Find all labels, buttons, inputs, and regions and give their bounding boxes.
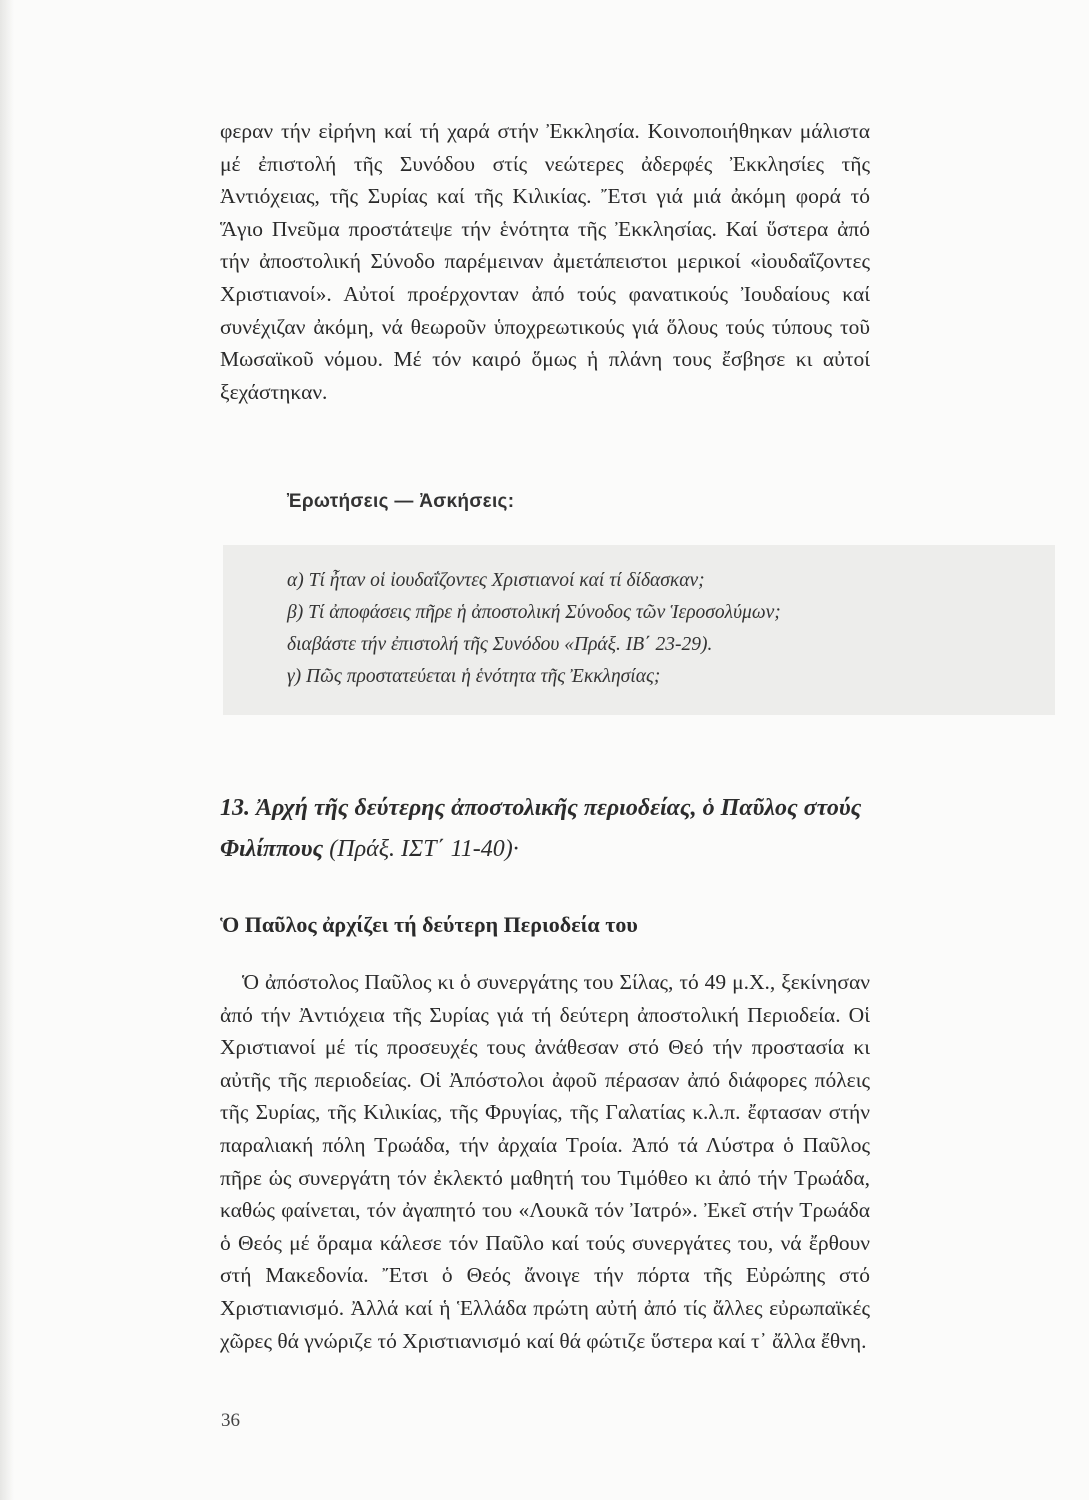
- lesson-reference: (Πράξ. ΙΣΤ΄ 11-40)·: [329, 836, 519, 862]
- question-item-b-continuation: διαβάστε τήν ἐπιστολή τῆς Συνόδου «Πράξ. ΙΒ΄ 23-29).: [287, 634, 713, 655]
- questions-list: [287, 565, 1027, 693]
- question-item-a: α) Τί ἦταν οἱ ἰουδαΐζοντες Χριστιανοί καί τί δίδασκαν;: [287, 570, 705, 591]
- page-edge-shadow: [0, 0, 14, 1500]
- page-number: 36: [221, 1410, 240, 1431]
- lesson-number: 13.: [220, 795, 250, 821]
- question-item-c: γ) Πῶς προστατεύεται ἡ ἑνότητα τῆς Ἐκκλησίας;: [287, 666, 661, 687]
- lesson-title: [220, 788, 880, 870]
- questions-heading: Ἐρωτήσεις — Ἀσκήσεις:: [287, 491, 515, 512]
- intro-paragraph: φεραν τήν εἰρήνη καί τή χαρά στήν Ἐκκλησία. Κοινοποιήθηκαν μάλιστα μέ ἐπιστολή τῆς Συνόδου στίς νεώτερες ἀδερφές Ἐκκλησίες τῆς Ἀντιόχειας, τῆς Συρίας καί τῆς Κιλικίας. Ἔτσι γιά μιά ἀκόμη φορά τό Ἅγιο Πνεῦμα προστάτεψε τήν ἑνότητα τῆς Ἐκκλησίας. Καί ὕστερα ἀπό τήν ἀποστολική Σύνοδο παρέμειναν ἀμετάπειστοι μερικοί «ἰουδαΐζοντες Χριστιανοί». Αὐτοί προέρχονταν ἀπό τούς φανατικούς Ἰουδαίους καί συνέχιζαν ἀκόμη, νά θεωροῦν ὑποχρεωτικούς γιά ὅλους τούς τύπους τοῦ Μωσαϊκοῦ νόμου. Μέ τόν καιρό ὅμως ἡ πλάνη τους ἔσβησε κι αὐτοί ξεχάστηκαν.: [220, 119, 870, 404]
- section-heading: Ὁ Παῦλος ἀρχίζει τή δεύτερη Περιοδεία του: [220, 912, 638, 937]
- main-paragraph: Ὁ ἀπόστολος Παῦλος κι ὁ συνεργάτης του Σίλας, τό 49 μ.Χ., ξεκίνησαν ἀπό τήν Ἀντιόχεια τῆς Συρίας γιά τή δεύτερη ἀποστολική Περιοδεία. Οἱ Χριστιανοί μέ τίς προσευχές τους ἀνάθεσαν στό Θεό τήν προστασία κι αὐτῆς τῆς περιοδείας. Οἱ Ἀπόστολοι ἀφοῦ πέρασαν ἀπό διάφορες πόλεις τῆς Συρίας, τῆς Κιλικίας, τῆς Φρυγίας, τῆς Γαλατίας κ.λ.π. ἔφτασαν στήν παραλιακή πόλη Τρωάδα, τήν ἀρχαία Τροία. Ἀπό τά Λύστρα ὁ Παῦλος πῆρε ὡς συνεργάτη τόν ἐκλεκτό μαθητή του Τιμόθεο κι ἀπό τήν Τρωάδα, καθώς φαίνεται, τόν ἀγαπητό του «Λουκᾶ τόν Ἰατρό». Ἐκεῖ στήν Τρωάδα ὁ Θεός μέ ὅραμα κάλεσε τόν Παῦλο καί τούς συνεργάτες του, νά ἔρθουν στή Μακεδονία. Ἔτσι ὁ Θεός ἄνοιγε τήν πόρτα τῆς Εὐρώπης στό Χριστιανισμό. Ἀλλά καί ἡ Ἑλλάδα πρώτη αὐτή ἀπό τίς ἄλλες εὐρωπαϊκές χῶρες θά γνώριζε τό Χριστιανισμό καί θά φώτιζε ὕστερα καί τ᾽ ἄλλα ἔθνη.: [220, 970, 870, 1353]
- lesson-title-text: Ἀρχή τῆς δεύτερης ἀποστολικῆς περιοδείας, ὁ Παῦλος στούς Φιλίππους: [220, 795, 862, 862]
- question-item-b: β) Τί ἀποφάσεις πῆρε ἡ ἀποστολική Σύνοδος τῶν Ἱεροσολύμων;: [287, 602, 781, 623]
